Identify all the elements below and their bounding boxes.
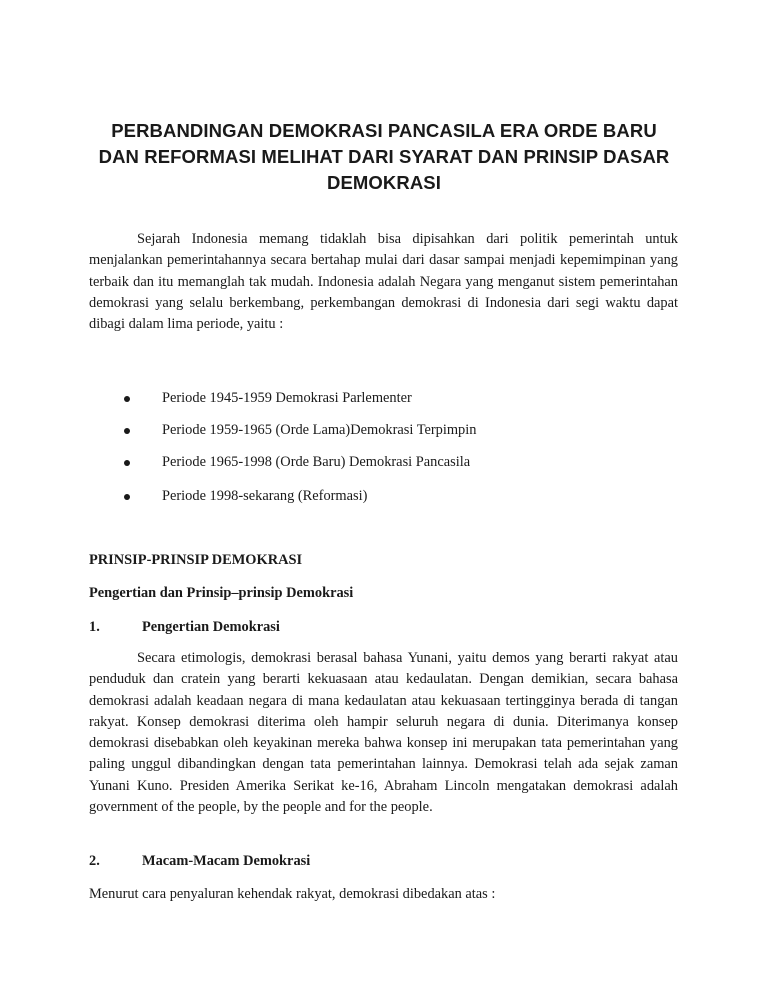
title-line-3: DEMOKRASI bbox=[327, 172, 441, 193]
item1-paragraph: Secara etimologis, demokrasi berasal bahasa Yunani, yaitu demos yang berarti rakyat atau penduduk dan cratein yang berarti kekuasaan atau kedaulatan. Dengan demikian, secara bahasa demokrasi adalah keadaan negara di mana kedaulatan atau kekuasaan tertingginya berada di tangan rakyat. Konsep demokrasi diterima oleh hampir seluruh negara di dunia. Diterimanya konsep demokrasi disebabkan oleh keyakinan mereka bahwa konsep ini merupakan tata pemerintahan yang paling unggul dibandingkan dengan tata pemerintahan lainnya. Demokrasi telah ada sejak zaman Yunani Kuno. Presiden Amerika Serikat ke-16, Abraham Lincoln mengatakan demokrasi adalah government of the people, by the people and for the people. bbox=[89, 650, 678, 816]
bullet-icon bbox=[124, 460, 130, 466]
intro-paragraph: Sejarah Indonesia memang tidaklah bisa dipisahkan dari politik pemerintah untuk menjalankan pemerintahannya secara bertahap mulai dari dasar sampai menjadi kepemimpinan yang terbaik dan itu memanglah tak mudah. Indonesia adalah Negara yang menganut sistem pemerintahan demokrasi yang selalu berkembang, perkembangan demokrasi di Indonesia dari segi waktu dapat dibagi dalam lima periode, yaitu : bbox=[89, 231, 678, 333]
bullet-icon bbox=[124, 428, 130, 434]
item2-number: 2. bbox=[89, 853, 100, 869]
bullet-icon bbox=[124, 494, 130, 500]
item1-number: 1. bbox=[89, 619, 100, 635]
subsection-heading: Pengertian dan Prinsip–prinsip Demokrasi bbox=[89, 585, 354, 601]
section-heading: PRINSIP-PRINSIP DEMOKRASI bbox=[89, 552, 303, 568]
bullet-icon bbox=[124, 396, 130, 402]
title-line-1: PERBANDINGAN DEMOKRASI PANCASILA ERA ORDE BARU bbox=[111, 120, 657, 141]
document-page: PERBANDINGAN DEMOKRASI PANCASILA ERA ORDE BARU DAN REFORMASI MELIHAT DARI SYARAT DAN PRINSIP DASAR DEMOKRASI Sejarah Indonesia memang tidaklah bisa dipisahkan dari politik pemerintah untuk menjalankan pemerintahannya secara bertahap mulai dari dasar sampai menjadi kepemimpinan yang terbaik dan itu memanglah tak mudah. Indonesia adalah Negara yang menganut sistem pemerintahan demokrasi yang selalu berkembang, perkembangan demokrasi di Indonesia dari segi waktu dapat dibagi dalam lima periode, yaitu : Periode 1945-1959 Demokrasi Parlementer Periode 1959-1965 (Orde Lama)Demokrasi Terpimpin Periode 1965-1998 (Orde Baru) Demokrasi Pancasila Periode 1998-sekarang (Reformasi) PRINSIP-PRINSIP DEMOKRASI Pengertian dan Prinsip–prinsip Demokrasi 1. Pengertian Demokrasi Secara etimologis, demokrasi berasal bahasa Yunani, yaitu demos yang berarti rakyat atau penduduk dan cratein yang berarti kekuasaan atau kedaulatan. Dengan demikian, secara bahasa demokrasi adalah keadaan negara di mana kedaulatan atau kekuasaan tertingginya berada di tangan rakyat. Konsep demokrasi diterima oleh hampir seluruh negara di dunia. Diterimanya konsep demokrasi disebabkan oleh keyakinan mereka bahwa konsep ini merupakan tata pemerintahan yang paling unggul dibandingkan dengan tata pemerintahan lainnya. Demokrasi telah ada sejak zaman Yunani Kuno. Presiden Amerika Serikat ke-16, Abraham Lincoln mengatakan demokrasi adalah government of the people, by the people and for the people. 2. Macam-Macam Demokrasi Menurut cara penyaluran kehendak rakyat, demokrasi dibedakan atas : bbox=[0, 0, 768, 994]
item2-label: Macam-Macam Demokrasi bbox=[142, 853, 311, 869]
item2-line: Menurut cara penyaluran kehendak rakyat, demokrasi dibedakan atas : bbox=[89, 886, 496, 902]
document-title bbox=[84, 118, 684, 196]
title-line-2: DAN REFORMASI MELIHAT DARI SYARAT DAN PRINSIP DASAR bbox=[98, 146, 670, 167]
item1-label: Pengertian Demokrasi bbox=[142, 619, 280, 635]
